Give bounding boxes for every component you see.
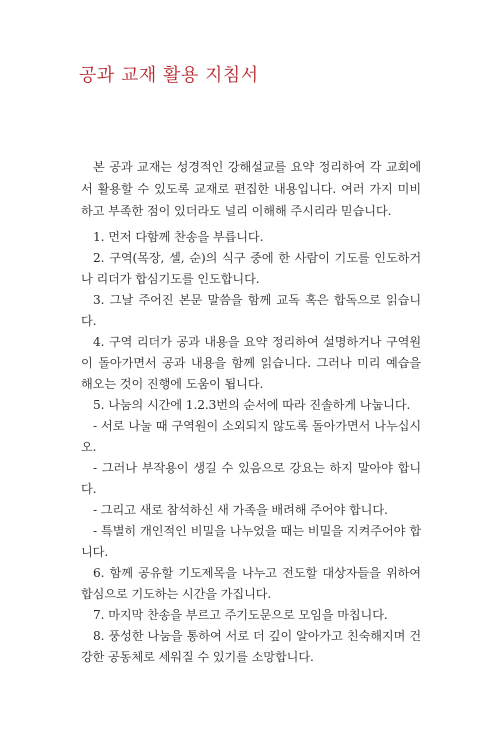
guideline-list — [81, 227, 421, 668]
guideline-item-4: 4. 구역 리더가 공과 내용을 요약 정리하여 설명하거나 구역원이 돌아가면서 공과 내용을 함께 읽습니다. 그러나 미리 예습을 해오는 것이 진행에 도움이 됩니다. — [81, 335, 421, 391]
guideline-subitem-4: - 특별히 개인적인 비밀을 나누었을 때는 비밀을 지켜주어야 합니다. — [81, 524, 421, 559]
guideline-subitem-3: - 그리고 새로 참석하신 새 가족을 배려해 주어야 합니다. — [93, 503, 388, 517]
guideline-item-3: 3. 그날 주어진 본문 말씀을 함께 교독 혹은 합독으로 읽습니다. — [81, 293, 421, 328]
guideline-item-1: 1. 먼저 다함께 찬송을 부릅니다. — [93, 230, 264, 244]
guideline-subitem-2: - 그러나 부작용이 생길 수 있음으로 강요는 하지 말아야 합니다. — [81, 461, 421, 496]
guideline-item-6: 6. 함께 공유할 기도제목을 나누고 전도할 대상자들을 위하여 합심으로 기도하는 시간을 가집니다. — [81, 566, 421, 601]
guideline-item-7: 7. 마지막 찬송을 부르고 주기도문으로 모임을 마칩니다. — [93, 608, 388, 622]
guideline-subitem-1: - 서로 나눌 때 구역원이 소외되지 않도록 돌아가면서 나누십시오. — [81, 419, 421, 454]
guideline-item-5: 5. 나눔의 시간에 1.2.3번의 순서에 따라 진솔하게 나눕니다. — [93, 398, 411, 412]
guideline-item-2: 2. 구역(목장, 셀, 순)의 식구 중에 한 사람이 기도를 인도하거나 리더가 합심기도를 인도합니다. — [81, 251, 421, 286]
guideline-item-8: 8. 풍성한 나눔을 통하여 서로 더 깊이 알아가고 친숙해지며 건강한 공동체로 세워질 수 있기를 소망합니다. — [81, 629, 421, 664]
intro-paragraph: 본 공과 교재는 성경적인 강해설교를 요약 정리하여 각 교회에서 활용할 수 있도록 교재로 편집한 내용입니다. 여러 가지 미비하고 부족한 점이 있더라도 널리 이해해 주시리라 믿습니다. — [81, 160, 421, 219]
page-title: 공과 교재 활용 지침서 — [79, 65, 259, 86]
